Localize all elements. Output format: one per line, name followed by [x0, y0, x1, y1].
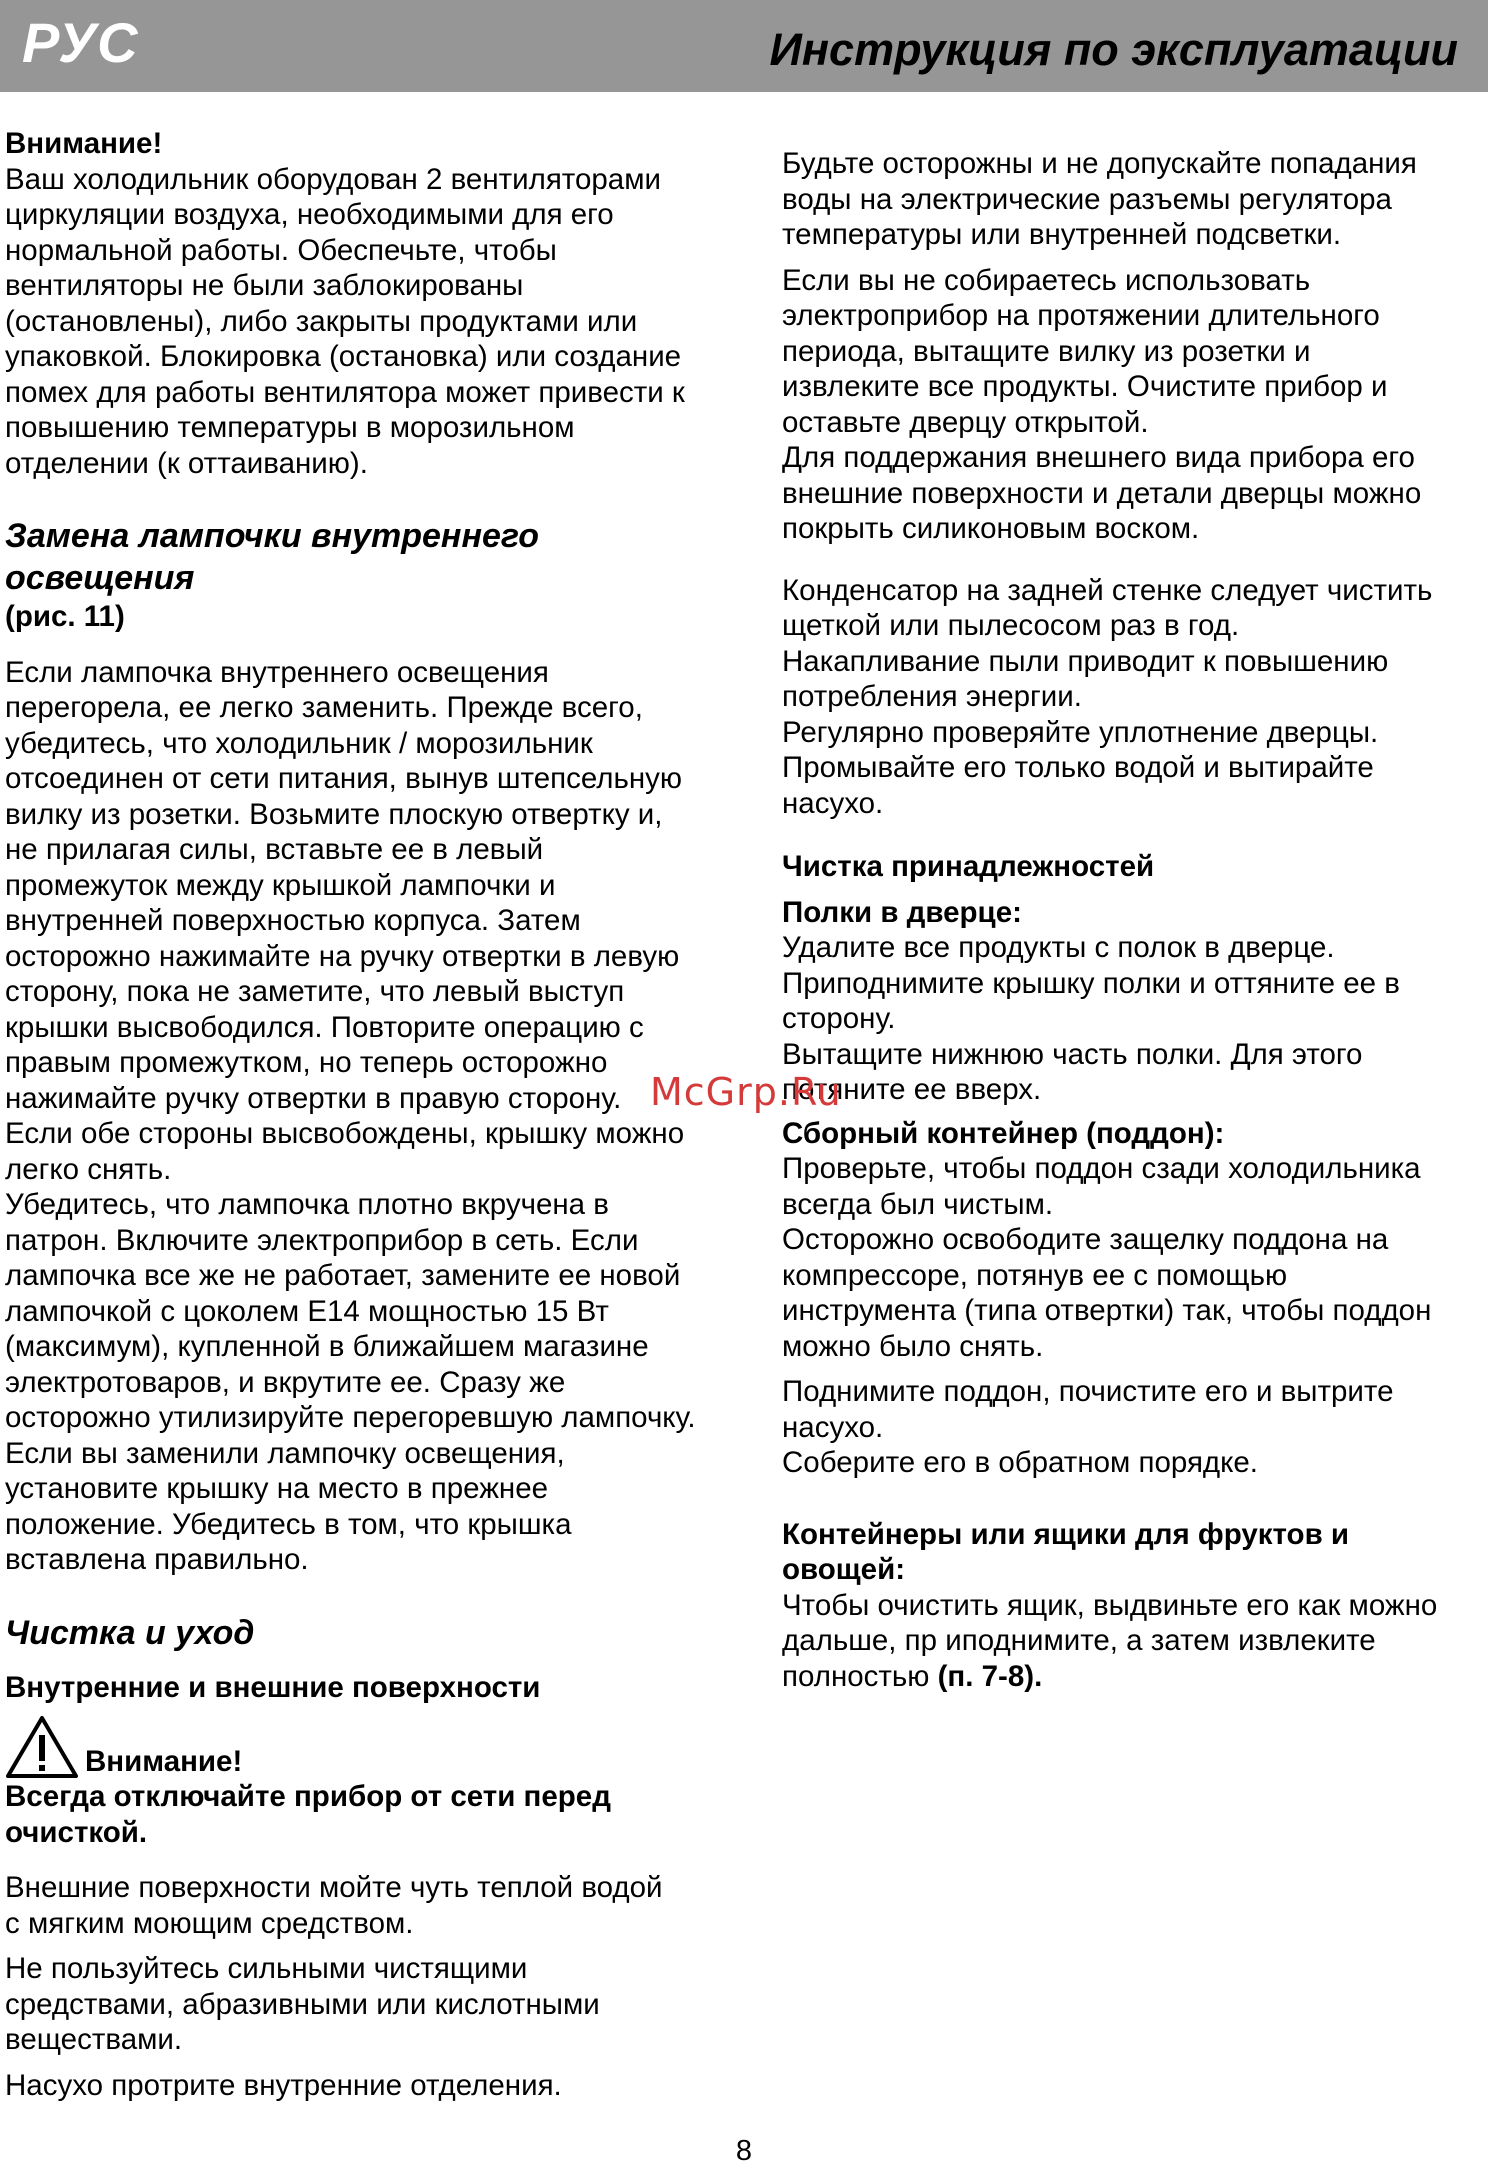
text-line: правым промежутком, но теперь осторожно — [5, 1046, 608, 1079]
text-line: воды на электрические разъемы регулятора — [782, 182, 1392, 216]
attention-title: Внимание! — [5, 127, 163, 160]
text-line: повышению температуры в морозильном — [5, 411, 575, 444]
text-line: легко снять. — [5, 1152, 172, 1186]
text-line: компрессоре, потянув ее с помощью — [782, 1258, 1288, 1292]
care-heading: Чистка и уход — [5, 1613, 255, 1652]
text-line: можно было снять. — [782, 1329, 1044, 1363]
text-line: лампочка все же не работает, замените ее новой — [5, 1259, 681, 1292]
text-line: Промывайте его только водой и вытирайте — [782, 751, 1374, 784]
text-line: Будьте осторожны и не допускайте попадания — [782, 147, 1417, 180]
tray-text-2 — [782, 1374, 1482, 1481]
text-line: электроприбор на протяжении длительного — [782, 299, 1380, 332]
door-shelves-text — [782, 930, 1482, 1108]
condenser-text — [782, 573, 1482, 822]
text-line: Не пользуйтесь сильными чистящими — [5, 1952, 528, 1985]
unused-text — [782, 263, 1482, 547]
text-line: сторону. — [782, 1002, 896, 1035]
text-line: нормальной работы. Обеспечьте, чтобы — [5, 233, 557, 267]
text-line: Убедитесь, что лампочка плотно вкручена в — [5, 1188, 609, 1221]
crisper-last-line — [782, 1659, 1482, 1695]
careful-text — [782, 146, 1482, 253]
text-line: потяните ее вверх. — [782, 1073, 1042, 1106]
left-column — [5, 126, 705, 2103]
lamp-instructions — [5, 655, 705, 1578]
language-label: РУС — [22, 11, 139, 74]
text-line: Осторожно освободите защелку поддона на — [782, 1223, 1389, 1256]
text-line: Всегда отключайте прибор от сети перед — [5, 1780, 611, 1813]
text-line: покрыть силиконовым воском. — [782, 512, 1200, 545]
text-line: отсоединен от сети питания, вынув штепсельную — [5, 762, 683, 795]
text-line: электротоваров, и вкрутите ее. Сразу же — [5, 1365, 566, 1399]
text-line: щеткой или пылесосом раз в год. — [782, 609, 1240, 642]
tray-heading: Сборный контейнер (поддон): — [782, 1116, 1225, 1150]
lamp-figure-ref: (рис. 11) — [5, 600, 125, 633]
text-line: Если вы не собираетесь использовать — [782, 263, 1311, 297]
text-line: осторожно утилизируйте перегоревшую лампочку. — [5, 1401, 696, 1434]
text-line: отделении (к оттаиванию). — [5, 446, 368, 480]
text-line: Контейнеры или ящики для фруктов и — [782, 1517, 1350, 1551]
wash-text — [5, 1870, 705, 1941]
right-column — [782, 146, 1482, 1694]
text-line: насухо. — [782, 786, 884, 820]
text-line: убедитесь, что холодильник / морозильник — [5, 726, 593, 760]
text-line: Если обе стороны высвобождены, крышку можно — [5, 1117, 685, 1150]
warning-triangle-icon — [5, 1715, 79, 1779]
warning-title: Внимание! — [85, 1744, 243, 1778]
text-line: инструмента (типа отвертки) так, чтобы поддон — [782, 1294, 1432, 1327]
text-line: помех для работы вентилятора может привести к — [5, 375, 685, 409]
crisper-text — [782, 1588, 1482, 1659]
page-header — [0, 0, 1488, 92]
text-line: Проверьте, чтобы поддон сзади холодильника — [782, 1152, 1421, 1185]
text-line: Если лампочка внутреннего освещения — [5, 655, 549, 689]
text-line: дальше, пр иподнимите, а затем извлеките — [782, 1624, 1376, 1657]
text-line: Конденсатор на задней стенке следует чистить — [782, 573, 1433, 607]
warning-text — [5, 1779, 705, 1850]
text-line: Приподнимите крышку полки и оттяните ее в — [782, 966, 1400, 1000]
door-shelves-heading: Полки в дверце: — [782, 895, 1022, 929]
text-line: Внешние поверхности мойте чуть теплой водой — [5, 1871, 663, 1904]
crisper-last-text: полностью — [782, 1659, 938, 1693]
text-line: освещения — [5, 559, 195, 597]
text-line: Соберите его в обратном порядке. — [782, 1446, 1258, 1479]
text-line: потребления энергии. — [782, 680, 1082, 713]
text-line: насухо. — [782, 1410, 884, 1444]
watermark: McGrp.Ru — [650, 1070, 842, 1114]
text-line: циркуляции воздуха, необходимыми для его — [5, 198, 614, 231]
text-line: Замена лампочки внутреннего — [5, 517, 539, 555]
crisper-figure-ref: (п. 7-8). — [937, 1659, 1043, 1693]
lamp-heading — [5, 515, 705, 599]
text-line: внешние поверхности и детали дверцы можно — [782, 476, 1422, 510]
text-line: Чтобы очистить ящик, выдвиньте его как можно — [782, 1588, 1438, 1622]
text-line: промежуток между крышкой лампочки и — [5, 868, 556, 902]
text-line: веществами. — [5, 2023, 183, 2056]
text-line: не прилагая силы, вставьте ее в левый — [5, 833, 544, 866]
text-line: очисткой. — [5, 1815, 148, 1849]
text-line: патрон. Включите электроприбор в сеть. Если — [5, 1223, 639, 1257]
no-abrasive-text — [5, 1951, 705, 2058]
text-line: (максимум), купленной в ближайшем магазине — [5, 1330, 649, 1363]
page-number: 8 — [735, 2135, 753, 2167]
text-line: положение. Убедитесь в том, что крышка — [5, 1507, 572, 1541]
text-line: температуры или внутренней подсветки. — [782, 218, 1342, 251]
attention-text — [5, 162, 705, 482]
crisper-heading — [782, 1517, 1482, 1588]
text-line: Если вы заменили лампочку освещения, — [5, 1436, 565, 1470]
text-line: Накапливание пыли приводит к повышению — [782, 644, 1389, 678]
text-line: средствами, абразивными или кислотными — [5, 1987, 600, 2021]
text-line: крышки высвободился. Повторите операцию с — [5, 1010, 644, 1044]
text-line: сторону, пока не заметите, что левый выступ — [5, 975, 625, 1008]
text-line: Поднимите поддон, почистите его и вытрите — [782, 1375, 1394, 1408]
text-line: Ваш холодильник оборудован 2 вентиляторами — [5, 162, 661, 196]
text-line: нажимайте ручку отвертки в правую сторону. — [5, 1081, 622, 1115]
surfaces-heading: Внутренние и внешние поверхности — [5, 1670, 541, 1704]
text-line: овощей: — [782, 1553, 906, 1586]
text-line: вилку из розетки. Возьмите плоскую отвертку и, — [5, 797, 663, 831]
text-line: внутренней поверхностью корпуса. Затем — [5, 904, 581, 937]
manual-title: Инструкция по эксплуатации — [769, 24, 1458, 75]
text-line: Удалите все продукты с полок в дверце. — [782, 931, 1335, 964]
text-line: упаковкой. Блокировка (остановка) или создание — [5, 340, 682, 373]
tray-text — [782, 1151, 1482, 1364]
text-line: перегорела, ее легко заменить. Прежде всего, — [5, 691, 643, 724]
text-line: вставлена правильно. — [5, 1543, 309, 1576]
text-line: лампочкой с цоколем E14 мощностью 15 Вт — [5, 1294, 609, 1328]
text-line: Вытащите нижнюю часть полки. Для этого — [782, 1037, 1363, 1071]
text-line: (остановлены), либо закрыты продуктами или — [5, 304, 638, 338]
text-line: извлеките все продукты. Очистите прибор и — [782, 370, 1388, 403]
warning-row — [5, 1715, 705, 1779]
text-line: периода, вытащите вилку из розетки и — [782, 334, 1311, 368]
text-line: осторожно нажимайте на ручку отвертки в левую — [5, 939, 680, 973]
dry-text: Насухо протрите внутренние отделения. — [5, 2068, 562, 2102]
text-line: Регулярно проверяйте уплотнение дверцы. — [782, 715, 1379, 749]
accessories-heading: Чистка принадлежностей — [782, 850, 1155, 883]
text-line: вентиляторы не были заблокированы — [5, 269, 524, 302]
text-line: Для поддержания внешнего вида прибора его — [782, 441, 1415, 474]
text-line: с мягким моющим средством. — [5, 1906, 414, 1940]
text-line: оставьте дверцу открытой. — [782, 405, 1149, 439]
text-line: установите крышку на место в прежнее — [5, 1472, 549, 1505]
text-line: всегда был чистым. — [782, 1187, 1054, 1221]
